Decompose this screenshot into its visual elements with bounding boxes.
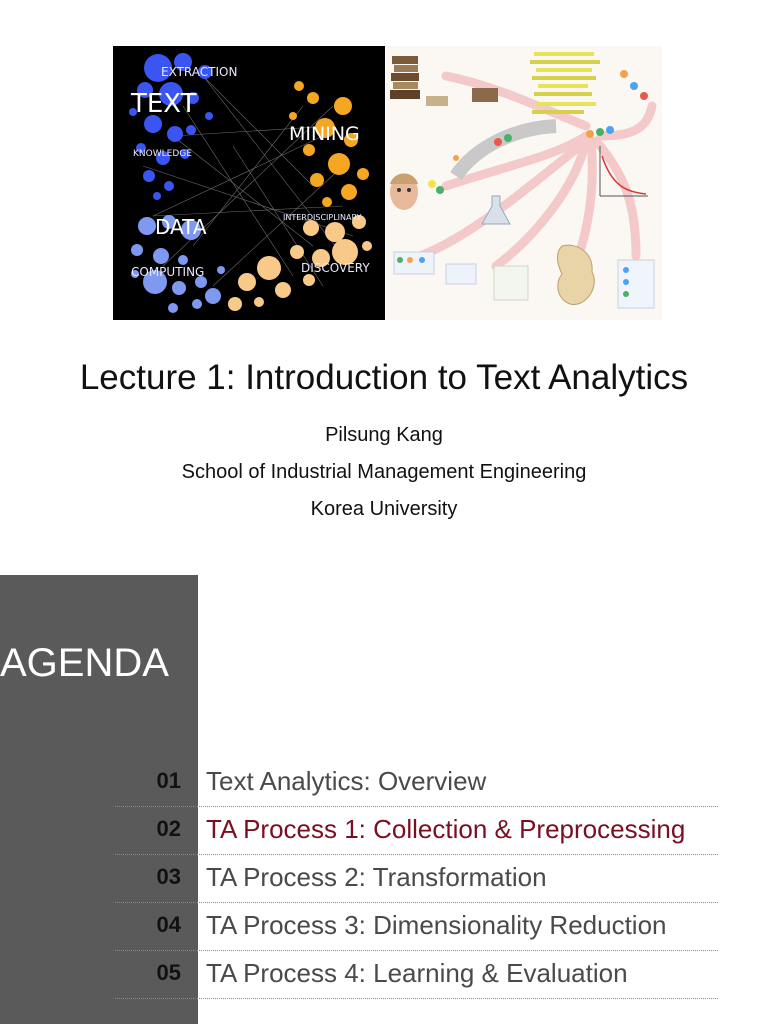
- author-department: School of Industrial Management Engineering: [181, 461, 587, 483]
- agenda-item-number: 05: [156, 960, 181, 985]
- agenda-item-number: 03: [156, 864, 181, 889]
- highlighted-text-block: [530, 52, 600, 114]
- agenda-item-number: 04: [156, 912, 181, 937]
- agenda-item-04[interactable]: [115, 902, 718, 951]
- text-mining-bubble-graphic: [113, 46, 385, 320]
- agenda-item-label: TA Process 3: Dimensionality Reduction: [206, 910, 667, 940]
- agenda-item-label: TA Process 1: Collection & Preprocessing: [206, 814, 686, 844]
- agenda-slide: [0, 575, 768, 1024]
- label-mining: MINING: [289, 123, 360, 145]
- agenda-item-05[interactable]: [115, 950, 718, 999]
- label-computing: COMPUTING: [131, 265, 205, 279]
- bubble-cloud-svg: [113, 46, 385, 320]
- agenda-item-number: 01: [156, 768, 181, 793]
- agenda-item-label: TA Process 2: Transformation: [206, 862, 547, 892]
- agenda-item-label: Text Analytics: Overview: [206, 766, 487, 796]
- agenda-item-01[interactable]: [115, 758, 718, 807]
- agenda-item-03[interactable]: [115, 854, 718, 903]
- lecture-title: Lecture 1: Introduction to Text Analytics: [79, 358, 689, 397]
- label-knowledge: KNOWLEDGE: [133, 149, 192, 159]
- pipeline-illustration-svg: [386, 46, 662, 320]
- agenda-item-label: TA Process 4: Learning & Evaluation: [206, 958, 628, 988]
- label-interdisciplinary: INTERDISCIPLINARY: [283, 213, 362, 222]
- researcher-face-icon: [390, 174, 418, 211]
- agenda-heading: AGENDA: [0, 641, 169, 685]
- research-pipeline-illustration: [386, 46, 662, 320]
- bottom-diagrams: [394, 245, 654, 308]
- author-university: Korea University: [310, 498, 458, 520]
- label-text: TEXT: [131, 89, 197, 119]
- label-discovery: DISCOVERY: [301, 261, 370, 275]
- author-name: Pilsung Kang: [325, 424, 443, 446]
- label-extraction: EXTRACTION: [161, 65, 238, 79]
- agenda-item-02[interactable]: [115, 806, 718, 855]
- agenda-item-number: 02: [156, 816, 181, 841]
- label-data: DATA: [155, 215, 207, 239]
